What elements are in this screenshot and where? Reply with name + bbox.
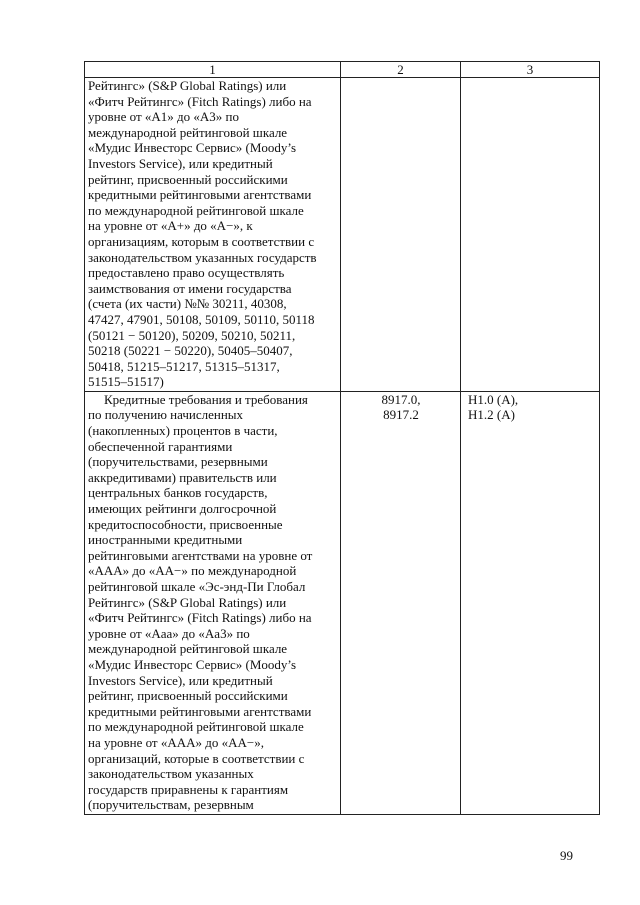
text-line: Investors Service), или кредитный: [88, 672, 273, 688]
text-line: по международной рейтинговой шкале: [88, 202, 304, 218]
text-line: законодательством указанных: [88, 766, 254, 782]
text-line: международной рейтинговой шкале: [88, 124, 288, 140]
row2-col3: [461, 391, 600, 814]
text-line: заимствования от имени государства: [88, 280, 292, 296]
text-line: H1.0 (A),: [468, 391, 519, 407]
text-line: Investors Service), или кредитный: [88, 155, 273, 171]
text-line: аккредитивами) правительств или: [88, 469, 277, 485]
text-line: 8917.0,: [381, 391, 421, 407]
text-line: рейтинговыми агентствами на уровне от: [88, 547, 313, 563]
text-line: (поручительствам, резервным: [88, 797, 254, 813]
text-line: рейтинг, присвоенный российскими: [88, 688, 288, 704]
header-col-1: 1: [85, 62, 341, 78]
text-line: (накопленных) процентов в части,: [88, 423, 278, 439]
text-line: уровне от «A1» до «A3» по: [88, 109, 239, 125]
text-line: государств приравнены к гарантиям: [88, 781, 289, 797]
row1-col3: [461, 78, 600, 392]
text-line: кредитными рейтинговыми агентствами: [88, 703, 312, 719]
document-table: [84, 61, 600, 815]
table-row: [85, 391, 600, 814]
text-line: (счета (их части) №№ 30211, 40308,: [88, 296, 287, 312]
row2-col1: [85, 391, 341, 814]
header-col-3: 3: [461, 62, 600, 78]
text-line: Рейтингс» (S&P Global Ratings) или: [88, 594, 287, 610]
text-line: организациям, которым в соответствии с: [88, 233, 315, 249]
row1-col2: [341, 78, 461, 392]
text-line: «Фитч Рейтингс» (Fitch Ratings) либо на: [88, 93, 312, 109]
text-line: 50418, 51215–51217, 51315–51317,: [88, 358, 280, 374]
text-line: рейтинговой шкале «Эс-энд-Пи Глобал: [88, 579, 306, 594]
text-line: центральных банков государств,: [88, 485, 268, 501]
text-line: на уровне от «AAA» до «AA−»,: [88, 734, 264, 750]
text-line: 50218 (50221 − 50220), 50405–50407,: [88, 343, 293, 359]
table-row: [85, 78, 600, 392]
text-line: «AAA» до «AA−» по международной: [88, 563, 297, 579]
text-line: по международной рейтинговой шкале: [88, 719, 304, 735]
text-line: 8917.2: [383, 407, 419, 423]
text-line: по получению начисленных: [88, 407, 244, 423]
text-line: (50121 − 50120), 50209, 50210, 50211,: [88, 327, 296, 343]
row2-col2: [341, 391, 461, 814]
text-line: H1.2 (A): [468, 407, 515, 423]
row1-col1: [85, 78, 341, 392]
text-line: законодательством указанных государств: [88, 249, 317, 265]
text-line: «Мудис Инвесторс Сервис» (Moody’s: [88, 140, 297, 156]
text-line: иностранными кредитными: [88, 532, 243, 548]
text-line: на уровне от «A+» до «A−», к: [88, 218, 253, 234]
text-line: 51515–51517): [88, 374, 164, 390]
header-row: [85, 62, 600, 78]
header-col-2: 2: [341, 62, 461, 78]
text-line: уровне от «Aaa» до «Aa3» по: [88, 625, 250, 641]
text-line: 47427, 47901, 50108, 50109, 50110, 50118: [88, 311, 315, 327]
page-number: 99: [560, 848, 573, 863]
text-line: «Мудис Инвесторс Сервис» (Moody’s: [88, 656, 297, 672]
text-line: (поручительствами, резервными: [88, 454, 268, 470]
text-line: Рейтингс» (S&P Global Ratings) или: [88, 78, 287, 93]
text-line: обеспеченной гарантиями: [88, 438, 233, 454]
text-line: Кредитные требования и требования: [104, 391, 308, 407]
text-line: организаций, которые в соответствии с: [88, 750, 305, 766]
text-line: «Фитч Рейтингс» (Fitch Ratings) либо на: [88, 610, 312, 626]
text-line: рейтинг, присвоенный российскими: [88, 171, 288, 187]
text-line: предоставлено право осуществлять: [88, 265, 285, 281]
text-line: имеющих рейтинги долгосрочной: [88, 501, 277, 517]
text-line: кредитоспособности, присвоенные: [88, 516, 283, 532]
text-line: кредитными рейтинговыми агентствами: [88, 187, 312, 203]
text-line: международной рейтинговой шкале: [88, 641, 288, 657]
